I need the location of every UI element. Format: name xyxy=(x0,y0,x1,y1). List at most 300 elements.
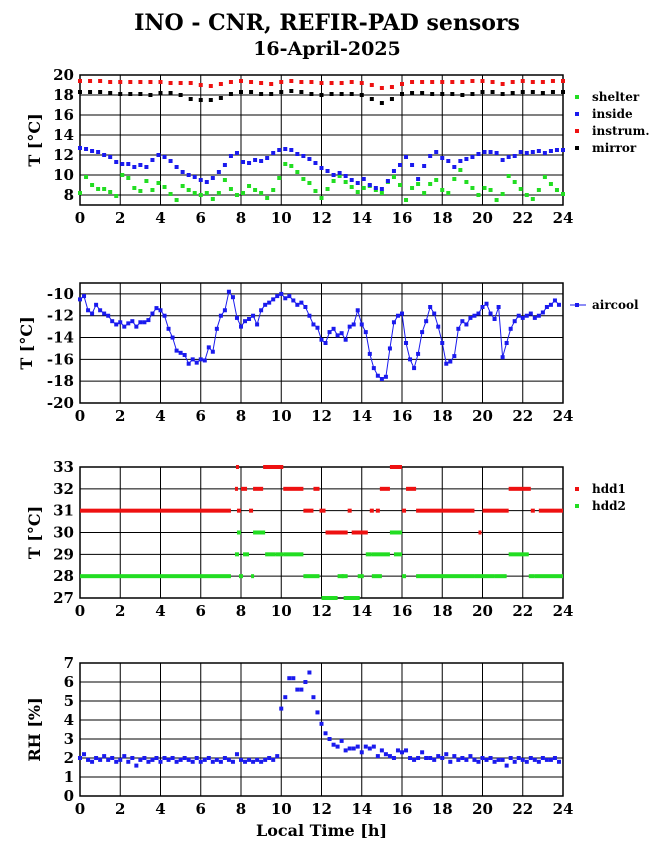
x-tick-label: 24 xyxy=(552,209,574,227)
y-tick-label: 31 xyxy=(53,501,74,520)
data-point xyxy=(78,297,82,301)
data-point xyxy=(209,98,213,102)
data-point xyxy=(531,80,535,84)
data-point xyxy=(368,747,372,751)
data-point xyxy=(203,758,207,762)
data-point xyxy=(330,81,334,85)
data-segment xyxy=(237,531,241,535)
data-point xyxy=(420,80,424,84)
data-point xyxy=(350,80,354,84)
data-point xyxy=(88,79,92,83)
data-point xyxy=(428,182,432,186)
data-point xyxy=(159,91,163,95)
data-point xyxy=(450,80,454,84)
data-point xyxy=(324,341,328,345)
data-point xyxy=(114,322,118,326)
data-segment xyxy=(265,552,275,556)
data-point xyxy=(98,79,102,83)
data-point xyxy=(207,345,211,349)
x-tick-label: 0 xyxy=(74,407,86,425)
data-segment xyxy=(372,552,390,556)
data-point xyxy=(126,176,130,180)
y-axis-label: T [°C] xyxy=(17,316,36,370)
legend-marker xyxy=(575,504,579,508)
data-point xyxy=(428,756,432,760)
data-point xyxy=(229,80,233,84)
legend-marker xyxy=(575,129,579,133)
data-point xyxy=(110,319,114,323)
data-point xyxy=(259,308,263,312)
data-point xyxy=(267,756,271,760)
data-point xyxy=(344,174,348,178)
data-point xyxy=(315,710,319,714)
data-point xyxy=(328,737,332,741)
series-mirror xyxy=(78,89,637,155)
data-point xyxy=(549,182,553,186)
data-point xyxy=(336,333,340,337)
data-point xyxy=(108,155,112,159)
y-tick-label: 6 xyxy=(63,673,74,691)
data-point xyxy=(96,187,100,191)
data-point xyxy=(489,188,493,192)
data-point xyxy=(295,688,299,692)
data-point xyxy=(102,153,106,157)
data-point xyxy=(287,294,291,298)
chart-subtitle: 16-April-2025 xyxy=(253,38,401,60)
data-point xyxy=(239,90,243,94)
data-point xyxy=(549,758,553,762)
x-tick-label: 16 xyxy=(391,407,413,425)
data-point xyxy=(380,191,384,195)
data-point xyxy=(299,80,303,84)
data-point xyxy=(501,82,505,86)
data-point xyxy=(78,191,82,195)
y-tick-label: -12 xyxy=(46,306,74,325)
data-point xyxy=(424,319,428,323)
x-tick-label: 12 xyxy=(311,800,332,818)
data-point xyxy=(372,745,376,749)
data-point xyxy=(108,91,112,95)
data-point xyxy=(169,159,173,163)
data-point xyxy=(412,758,416,762)
data-point xyxy=(525,193,529,197)
data-point xyxy=(404,198,408,202)
data-point xyxy=(259,191,263,195)
y-tick-label: 1 xyxy=(63,768,74,786)
data-point xyxy=(440,188,444,192)
data-segment xyxy=(303,574,319,578)
data-point xyxy=(422,164,426,168)
legend-label: aircool xyxy=(592,298,639,312)
data-point xyxy=(263,758,267,762)
data-point xyxy=(555,188,559,192)
data-point xyxy=(118,80,122,84)
data-point xyxy=(169,91,173,95)
data-point xyxy=(468,316,472,320)
data-segment xyxy=(352,531,368,535)
data-point xyxy=(509,327,513,331)
data-point xyxy=(142,756,146,760)
data-point xyxy=(84,147,88,151)
data-point xyxy=(392,756,396,760)
legend-marker xyxy=(575,95,579,99)
data-point xyxy=(271,151,275,155)
data-point xyxy=(384,375,388,379)
data-segment xyxy=(243,552,249,556)
y-tick-label: 27 xyxy=(53,589,74,607)
data-point xyxy=(362,186,366,190)
data-point xyxy=(231,760,235,764)
data-point xyxy=(356,190,360,194)
data-point xyxy=(98,308,102,312)
data-point xyxy=(507,174,511,178)
x-tick-label: 0 xyxy=(74,800,86,818)
data-point xyxy=(396,748,400,752)
x-tick-label: 20 xyxy=(472,800,493,818)
data-point xyxy=(207,756,211,760)
data-point xyxy=(275,754,279,758)
data-point xyxy=(199,760,203,764)
data-point xyxy=(485,302,489,306)
data-point xyxy=(289,148,293,152)
data-point xyxy=(187,173,191,177)
data-point xyxy=(392,175,396,179)
data-point xyxy=(561,90,565,94)
data-segment xyxy=(319,509,325,513)
data-point xyxy=(259,92,263,96)
data-point xyxy=(211,197,215,201)
data-point xyxy=(404,748,408,752)
data-point xyxy=(541,80,545,84)
y-tick-label: -16 xyxy=(46,350,74,369)
data-point xyxy=(86,308,90,312)
data-point xyxy=(326,187,330,191)
legend-marker xyxy=(575,487,579,491)
data-point xyxy=(545,305,549,309)
data-point xyxy=(340,739,344,743)
data-point xyxy=(253,158,257,162)
data-segment xyxy=(376,509,380,513)
data-point xyxy=(368,352,372,356)
data-point xyxy=(483,186,487,190)
y-tick-label: 7 xyxy=(63,654,74,672)
data-point xyxy=(128,80,132,84)
data-point xyxy=(380,187,384,191)
data-point xyxy=(295,152,299,156)
data-point xyxy=(179,351,183,355)
data-point xyxy=(525,314,529,318)
data-point xyxy=(154,756,158,760)
data-point xyxy=(156,181,160,185)
data-point xyxy=(255,758,259,762)
data-point xyxy=(476,193,480,197)
x-tick-label: 8 xyxy=(235,209,247,227)
data-point xyxy=(400,312,404,316)
data-segment xyxy=(380,487,390,491)
data-point xyxy=(517,314,521,318)
data-point xyxy=(205,191,209,195)
x-tick-label: 8 xyxy=(235,602,247,620)
data-point xyxy=(489,756,493,760)
data-point xyxy=(265,156,269,160)
data-point xyxy=(134,764,138,768)
data-point xyxy=(82,294,86,298)
y-tick-label: -10 xyxy=(46,284,74,303)
data-point xyxy=(410,80,414,84)
x-tick-label: 14 xyxy=(351,407,373,425)
y-tick-label: 8 xyxy=(63,186,74,204)
data-point xyxy=(267,301,271,305)
data-point xyxy=(241,191,245,195)
data-segment xyxy=(416,509,474,513)
data-point xyxy=(118,758,122,762)
data-point xyxy=(90,760,94,764)
data-point xyxy=(120,162,124,166)
data-point xyxy=(332,743,336,747)
data-point xyxy=(476,312,480,316)
data-point xyxy=(420,330,424,334)
data-point xyxy=(320,81,324,85)
data-segment xyxy=(394,552,402,556)
data-point xyxy=(537,314,541,318)
data-point xyxy=(360,322,364,326)
data-point xyxy=(249,90,253,94)
data-point xyxy=(279,90,283,94)
data-segment xyxy=(342,574,348,578)
data-point xyxy=(388,754,392,758)
data-point xyxy=(303,680,307,684)
data-point xyxy=(215,758,219,762)
data-point xyxy=(332,179,336,183)
data-point xyxy=(404,155,408,159)
x-tick-label: 22 xyxy=(512,800,534,818)
x-tick-label: 4 xyxy=(155,602,166,620)
data-segment xyxy=(303,509,313,513)
x-tick-label: 2 xyxy=(115,209,126,227)
data-point xyxy=(350,92,354,96)
data-point xyxy=(102,187,106,191)
data-point xyxy=(386,179,390,183)
data-point xyxy=(495,151,499,155)
data-point xyxy=(448,360,452,364)
data-point xyxy=(78,90,82,94)
data-point xyxy=(324,731,328,735)
data-point xyxy=(481,79,485,83)
data-point xyxy=(356,181,360,185)
data-point xyxy=(122,325,126,329)
legend-marker xyxy=(575,303,579,307)
data-point xyxy=(364,330,368,334)
data-point xyxy=(416,756,420,760)
y-tick-label: 3 xyxy=(63,730,74,748)
data-point xyxy=(132,165,136,169)
data-point xyxy=(410,163,414,167)
data-point xyxy=(269,92,273,96)
data-point xyxy=(320,196,324,200)
data-point xyxy=(191,357,195,361)
data-point xyxy=(219,760,223,764)
data-point xyxy=(154,306,158,310)
data-point xyxy=(301,154,305,158)
x-tick-label: 24 xyxy=(552,800,574,818)
x-tick-label: 6 xyxy=(195,407,206,425)
data-point xyxy=(247,317,251,321)
data-point xyxy=(291,298,295,302)
data-point xyxy=(390,85,394,89)
data-point xyxy=(440,92,444,96)
data-point xyxy=(458,159,462,163)
data-point xyxy=(460,756,464,760)
data-point xyxy=(525,151,529,155)
data-segment xyxy=(390,465,402,469)
x-tick-label: 2 xyxy=(115,800,126,818)
data-point xyxy=(513,154,517,158)
data-point xyxy=(513,760,517,764)
data-point xyxy=(422,191,426,195)
data-point xyxy=(408,756,412,760)
data-point xyxy=(98,758,102,762)
data-point xyxy=(211,176,215,180)
data-point xyxy=(122,754,126,758)
data-point xyxy=(448,760,452,764)
y-tick-label: -20 xyxy=(46,394,74,412)
x-tick-label: 6 xyxy=(195,209,206,227)
data-point xyxy=(106,758,110,762)
data-point xyxy=(533,316,537,320)
data-point xyxy=(199,193,203,197)
data-point xyxy=(289,164,293,168)
data-point xyxy=(344,338,348,342)
data-point xyxy=(144,179,148,183)
data-point xyxy=(483,150,487,154)
data-point xyxy=(340,92,344,96)
data-point xyxy=(452,754,456,758)
x-tick-label: 20 xyxy=(472,602,493,620)
data-point xyxy=(189,97,193,101)
data-point xyxy=(472,758,476,762)
data-point xyxy=(452,354,456,358)
data-point xyxy=(320,338,324,342)
data-point xyxy=(388,346,392,350)
data-point xyxy=(440,341,444,345)
data-segment xyxy=(402,509,406,513)
data-point xyxy=(328,330,332,334)
data-segment xyxy=(483,509,509,513)
y-tick-label: 4 xyxy=(63,711,74,729)
data-point xyxy=(338,171,342,175)
y-tick-label: -14 xyxy=(46,328,74,347)
data-point xyxy=(311,695,315,699)
data-segment xyxy=(263,465,283,469)
data-point xyxy=(444,362,448,366)
data-point xyxy=(561,148,565,152)
data-segment xyxy=(402,574,406,578)
data-point xyxy=(543,175,547,179)
data-point xyxy=(446,191,450,195)
data-point xyxy=(195,361,199,365)
data-point xyxy=(332,327,336,331)
data-point xyxy=(179,81,183,85)
data-point xyxy=(501,158,505,162)
data-point xyxy=(541,91,545,95)
data-point xyxy=(219,314,223,318)
data-point xyxy=(239,758,243,762)
data-point xyxy=(513,180,517,184)
data-point xyxy=(138,189,142,193)
data-point xyxy=(163,756,167,760)
data-segment xyxy=(241,487,247,491)
data-point xyxy=(470,186,474,190)
y-tick-label: 33 xyxy=(53,458,74,476)
data-segment xyxy=(535,574,563,578)
data-point xyxy=(84,175,88,179)
data-point xyxy=(159,760,163,764)
data-point xyxy=(529,756,533,760)
data-point xyxy=(241,160,245,164)
data-segment xyxy=(237,509,241,513)
data-point xyxy=(458,168,462,172)
panels xyxy=(17,66,650,840)
data-point xyxy=(130,319,134,323)
data-point xyxy=(277,176,281,180)
data-point xyxy=(374,186,378,190)
data-point xyxy=(350,185,354,189)
data-point xyxy=(561,79,565,83)
data-point xyxy=(265,196,269,200)
series-aircool xyxy=(78,290,639,381)
y-tick-label: -18 xyxy=(46,372,74,391)
data-point xyxy=(193,191,197,195)
panel-2 xyxy=(17,283,639,425)
data-point xyxy=(380,101,384,105)
data-point xyxy=(460,93,464,97)
data-point xyxy=(229,154,233,158)
data-point xyxy=(94,303,98,307)
data-point xyxy=(320,93,324,97)
data-segment xyxy=(235,487,238,491)
series-shelter xyxy=(78,90,640,202)
data-point xyxy=(511,91,515,95)
x-tick-label: 8 xyxy=(235,800,247,818)
data-point xyxy=(541,310,545,314)
data-point xyxy=(352,747,356,751)
data-point xyxy=(175,760,179,764)
data-point xyxy=(229,187,233,191)
data-point xyxy=(175,349,179,353)
data-point xyxy=(98,90,102,94)
data-point xyxy=(253,188,257,192)
data-point xyxy=(189,81,193,85)
legend-label: mirror xyxy=(592,141,637,155)
data-point xyxy=(217,170,221,174)
data-point xyxy=(452,177,456,181)
data-point xyxy=(106,314,110,318)
data-point xyxy=(529,312,533,316)
data-point xyxy=(549,303,553,307)
data-point xyxy=(126,162,130,166)
data-point xyxy=(541,756,545,760)
data-point xyxy=(271,758,275,762)
data-point xyxy=(169,81,173,85)
data-point xyxy=(120,173,124,177)
data-point xyxy=(505,341,509,345)
data-point xyxy=(360,81,364,85)
data-point xyxy=(545,758,549,762)
data-point xyxy=(390,97,394,101)
data-point xyxy=(440,80,444,84)
x-tick-label: 22 xyxy=(512,209,534,227)
data-point xyxy=(134,325,138,329)
